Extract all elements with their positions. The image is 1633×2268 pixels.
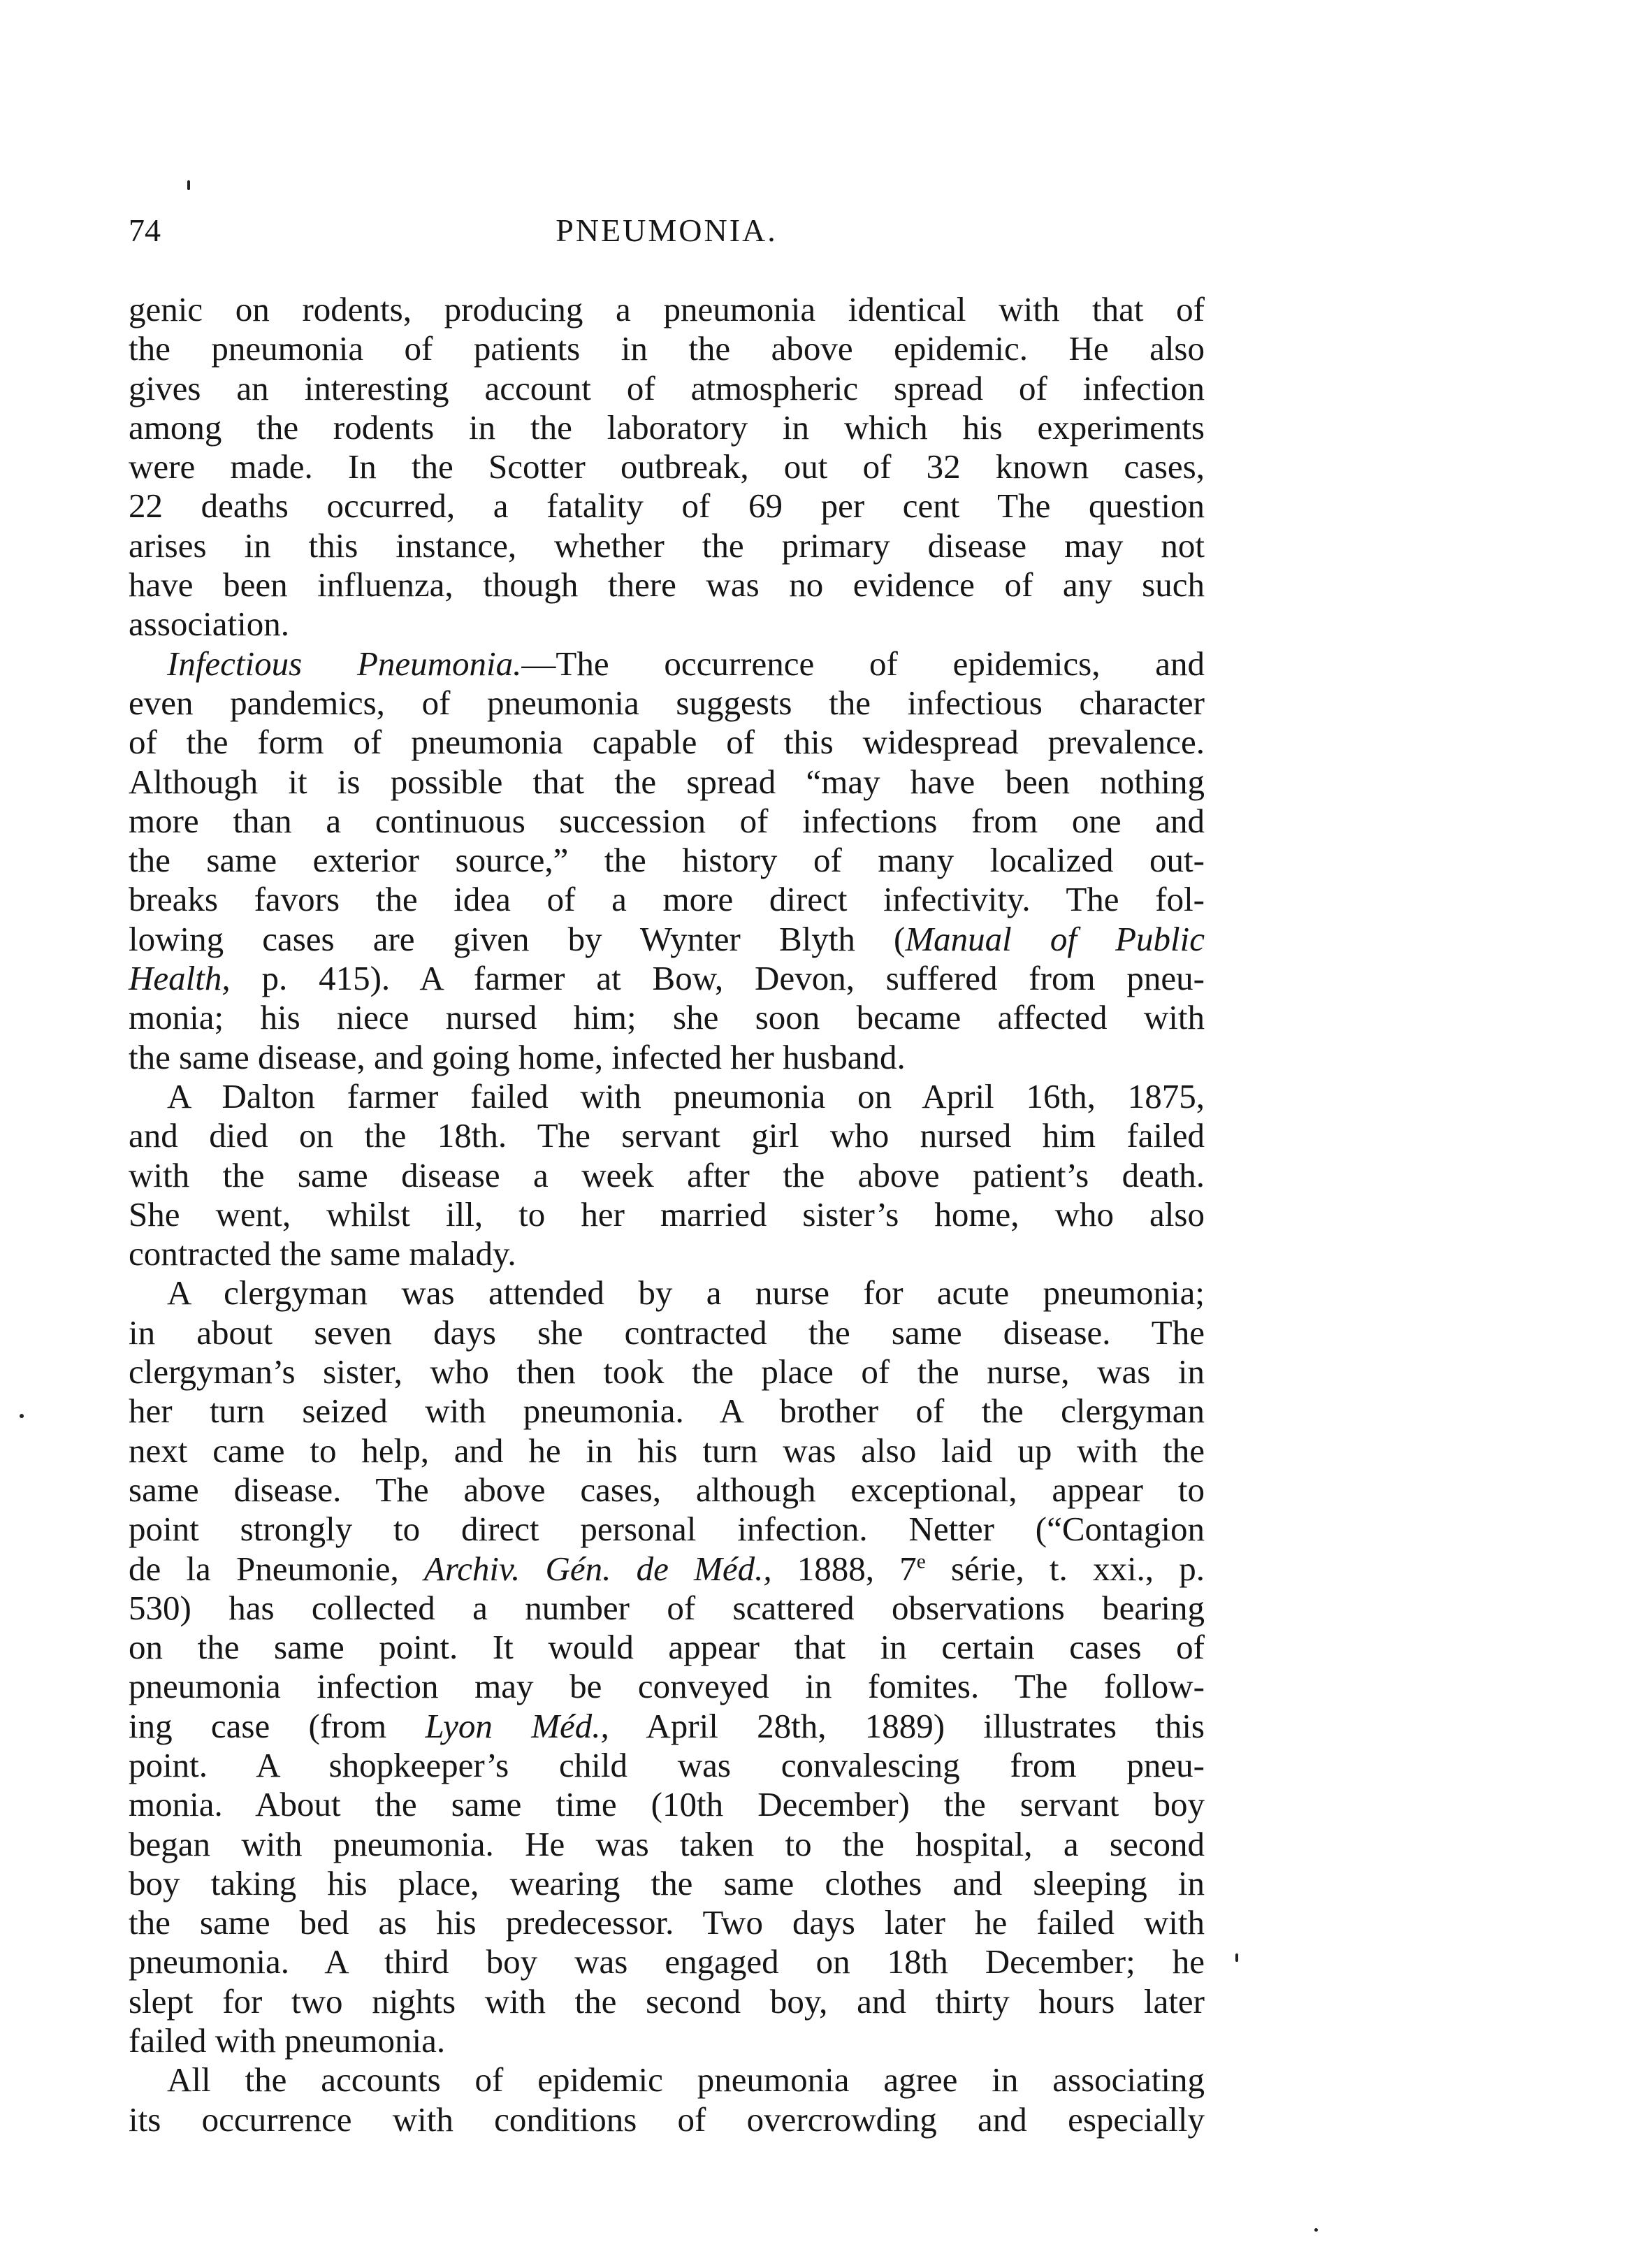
text-line: Health, p. 415). A farmer at Bow, Devon, suffered from pneu- (129, 959, 1205, 998)
text-line: in about seven days she contracted the same disease. The (129, 1313, 1205, 1352)
text-line: Although it is possible that the spread “may have been nothing (129, 762, 1205, 801)
text-line: lowing cases are given by Wynter Blyth (Manual of Public (129, 919, 1205, 958)
text-line: All the accounts of epidemic pneumonia agree in associating (167, 2060, 1205, 2100)
text-line: 22 deaths occurred, a fatality of 69 per cent The question (129, 486, 1205, 526)
scan-speck (1314, 2228, 1318, 2232)
text-line: She went, whilst ill, to her married sister’s home, who also (129, 1194, 1205, 1234)
text-line: the same bed as his predecessor. Two days later he failed with (129, 1903, 1205, 1942)
text-line: have been influenza, though there was no evidence of any such (129, 565, 1205, 605)
text-line: pneumonia. A third boy was engaged on 18th December; he (129, 1942, 1205, 1981)
text-line: began with pneumonia. He was taken to the hospital, a second (129, 1824, 1205, 1863)
page-number: 74 (129, 212, 161, 248)
text-line: arises in this instance, whether the primary disease may not (129, 526, 1205, 565)
text-line: contracted the same malady. (129, 1234, 516, 1273)
scan-speck (187, 180, 190, 190)
text-line: gives an interesting account of atmospheric spread of infection (129, 368, 1205, 407)
text-line: pneumonia infection may be conveyed in fomites. The follow- (129, 1667, 1205, 1706)
text-line: A Dalton farmer failed with pneumonia on April 16th, 1875, (167, 1076, 1205, 1115)
text-line: de la Pneumonie, Archiv. Gén. de Méd., 1888, 7e série, t. xxi., p. (129, 1549, 1205, 1588)
text-line: ing case (from Lyon Méd., April 28th, 1889) illustrates this (129, 1706, 1205, 1745)
page-header (129, 210, 1205, 252)
text-line: monia. About the same time (10th December) the servant boy (129, 1785, 1205, 1824)
text-line: point. A shopkeeper’s child was convalescing from pneu- (129, 1745, 1205, 1784)
text-line: A clergyman was attended by a nurse for acute pneumonia; (167, 1273, 1205, 1313)
text-line: the same disease, and going home, infected her husband. (129, 1037, 906, 1076)
scan-speck (1235, 1953, 1238, 1962)
body-text (129, 290, 1205, 2139)
text-line: its occurrence with conditions of overcrowding and especially (129, 2100, 1205, 2139)
text-line: of the form of pneumonia capable of this widespread prevalence. (129, 723, 1205, 762)
text-line: clergyman’s sister, who then took the place of the nurse, was in (129, 1352, 1205, 1392)
text-line: even pandemics, of pneumonia suggests the infectious character (129, 683, 1205, 722)
running-head: PNEUMONIA. (556, 212, 778, 248)
text-line: slept for two nights with the second boy, and thirty hours later (129, 1981, 1205, 2021)
text-line: genic on rodents, producing a pneumonia identical with that of (129, 290, 1205, 328)
text-line: her turn seized with pneumonia. A brother of the clergyman (129, 1392, 1205, 1431)
text-line: association. (129, 605, 289, 644)
text-line: 530) has collected a number of scattered observations bearing (129, 1588, 1205, 1627)
text-line: among the rodents in the laboratory in which his experiments (129, 407, 1205, 447)
text-line: monia; his niece nursed him; she soon became affected with (129, 998, 1205, 1037)
text-line: the same exterior source,” the history of many localized out- (129, 841, 1205, 880)
text-line: more than a continuous succession of infections from one and (129, 801, 1205, 840)
text-line: on the same point. It would appear that in certain cases of (129, 1628, 1205, 1667)
text-line: failed with pneumonia. (129, 2021, 446, 2060)
section-heading-line: Infectious Pneumonia.—The occurrence of epidemics, and (167, 644, 1205, 683)
scan-speck (20, 1414, 24, 1418)
text-line: boy taking his place, wearing the same clothes and sleeping in (129, 1863, 1205, 1902)
text-line: with the same disease a week after the above patient’s death. (129, 1155, 1205, 1194)
text-line: next came to help, and he in his turn was also laid up with the (129, 1431, 1205, 1470)
text-line: breaks favors the idea of a more direct infectivity. The fol- (129, 880, 1205, 919)
text-line: point strongly to direct personal infection. Netter (“Contagion (129, 1510, 1205, 1549)
text-line: the pneumonia of patients in the above epidemic. He also (129, 329, 1205, 368)
text-line: and died on the 18th. The servant girl who nursed him failed (129, 1116, 1205, 1155)
text-line: were made. In the Scotter outbreak, out of 32 known cases, (129, 447, 1205, 486)
text-line: same disease. The above cases, although exceptional, appear to (129, 1470, 1205, 1509)
